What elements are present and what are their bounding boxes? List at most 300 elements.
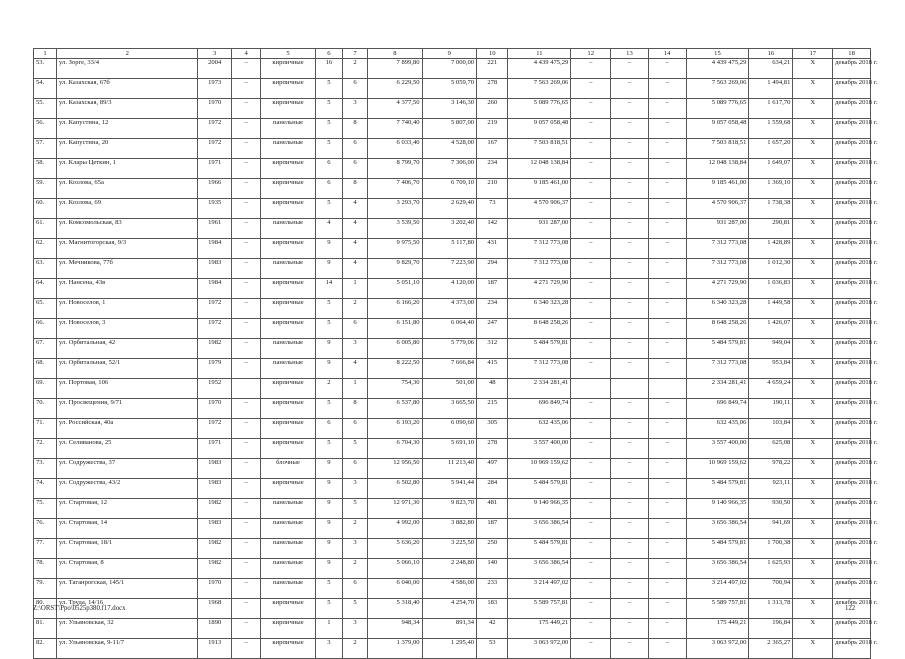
floors-cell: 5 [315, 99, 342, 119]
cost-other-cell: 7 312 773,08 [686, 259, 749, 279]
cost-owners-cell: – [648, 219, 686, 239]
max-unit-cost-cell: Х [793, 139, 833, 159]
total-area-cell: 948,34 [368, 619, 422, 639]
year-reconstructed-cell: – [231, 579, 260, 599]
cost-other-cell: 3 656 386,54 [686, 559, 749, 579]
wall-material-cell: кирпичные [261, 59, 315, 79]
floors-cell: 5 [315, 199, 342, 219]
entrances-cell: 4 [342, 219, 367, 239]
entrances-cell: 5 [342, 499, 367, 519]
document-path: Z:\ORST\Ppo\0525p380.f17.docx [33, 605, 126, 612]
unit-cost-cell: 1 738,38 [749, 199, 793, 219]
cost-owners-cell: – [648, 479, 686, 499]
residents-cell: 305 [477, 419, 508, 439]
repair-cost-cell: 2 334 281,41 [508, 379, 571, 399]
floors-cell: 5 [315, 599, 342, 619]
cost-owners-cell: – [648, 519, 686, 539]
row-number-cell: 73. [34, 459, 57, 479]
year-reconstructed-cell: – [231, 639, 260, 659]
residents-cell: 431 [477, 239, 508, 259]
year-reconstructed-cell: – [231, 619, 260, 639]
living-area-cell: 2 629,40 [422, 199, 476, 219]
living-area-cell: 5 807,00 [422, 119, 476, 139]
repair-cost-cell: 9 185 461,00 [508, 179, 571, 199]
column-header: 4 [231, 49, 260, 59]
max-unit-cost-cell: Х [793, 639, 833, 659]
row-number-cell: 57. [34, 139, 57, 159]
unit-cost-cell: 1 649,07 [749, 159, 793, 179]
address-cell: ул. Содружества, 43/2 [57, 479, 198, 499]
max-unit-cost-cell: Х [793, 279, 833, 299]
total-area-cell: 1 379,00 [368, 639, 422, 659]
entrances-cell: 1 [342, 279, 367, 299]
entrances-cell: 2 [342, 639, 367, 659]
row-number-cell: 69. [34, 379, 57, 399]
wall-material-cell: кирпичные [261, 99, 315, 119]
cost-owners-cell [648, 379, 686, 399]
year-reconstructed-cell: – [231, 119, 260, 139]
unit-cost-cell: 1 426,07 [749, 319, 793, 339]
entrances-cell: 6 [342, 579, 367, 599]
total-area-cell: 754,30 [368, 379, 422, 399]
planned-completion-cell: декабрь 2018 г. [833, 419, 871, 439]
year-reconstructed-cell: – [231, 179, 260, 199]
repair-cost-cell: 5 089 776,65 [508, 99, 571, 119]
floors-cell: 9 [315, 259, 342, 279]
entrances-cell: 4 [342, 359, 367, 379]
planned-completion-cell: декабрь 2018 г. [833, 279, 871, 299]
living-area-cell: 9 823,70 [422, 499, 476, 519]
cost-other-cell: 4 271 729,90 [686, 279, 749, 299]
cost-other-cell: 3 214 497,02 [686, 579, 749, 599]
unit-cost-cell: 1 617,70 [749, 99, 793, 119]
cost-owners-cell: – [648, 119, 686, 139]
repair-cost-cell: 931 287,00 [508, 219, 571, 239]
max-unit-cost-cell: Х [793, 539, 833, 559]
living-area-cell: 4 528,00 [422, 139, 476, 159]
year-reconstructed-cell: – [231, 419, 260, 439]
unit-cost-cell: 930,50 [749, 499, 793, 519]
row-number-cell: 64. [34, 279, 57, 299]
row-number-cell: 68. [34, 359, 57, 379]
year-built-cell: 1973 [198, 79, 232, 99]
year-reconstructed-cell: – [231, 459, 260, 479]
table-row [34, 99, 871, 119]
cost-budget-cell: – [611, 319, 649, 339]
address-cell: ул. Магнитогорская, 9/3 [57, 239, 198, 259]
cost-fund-cell: – [571, 279, 611, 299]
year-reconstructed-cell: – [231, 259, 260, 279]
year-reconstructed-cell: – [231, 79, 260, 99]
cost-budget-cell: – [611, 119, 649, 139]
cost-budget-cell: – [611, 619, 649, 639]
unit-cost-cell: 923,11 [749, 479, 793, 499]
address-cell: ул. Клары Цеткин, 1 [57, 159, 198, 179]
total-area-cell: 6 537,80 [368, 399, 422, 419]
year-built-cell: 1971 [198, 159, 232, 179]
living-area-cell: 5 691,10 [422, 439, 476, 459]
cost-other-cell: 7 312 773,08 [686, 239, 749, 259]
cost-other-cell: 3 063 972,00 [686, 639, 749, 659]
column-header: 18 [833, 49, 871, 59]
living-area-cell: 501,00 [422, 379, 476, 399]
cost-other-cell: 4 439 475,29 [686, 59, 749, 79]
cost-budget-cell: – [611, 199, 649, 219]
repair-cost-cell: 9 140 966,35 [508, 499, 571, 519]
total-area-cell: 12 956,50 [368, 459, 422, 479]
max-unit-cost-cell: Х [793, 619, 833, 639]
cost-owners-cell: – [648, 179, 686, 199]
total-area-cell: 12 971,30 [368, 499, 422, 519]
living-area-cell: 7 000,00 [422, 59, 476, 79]
cost-other-cell: 7 503 818,51 [686, 139, 749, 159]
table-row [34, 59, 871, 79]
entrances-cell: 6 [342, 79, 367, 99]
cost-other-cell: 5 484 579,81 [686, 479, 749, 499]
table-row [34, 499, 871, 519]
planned-completion-cell: декабрь 2018 г. [833, 619, 871, 639]
cost-other-cell: 5 484 579,81 [686, 339, 749, 359]
address-cell: ул. Орбитальная, 52/1 [57, 359, 198, 379]
cost-owners-cell: – [648, 399, 686, 419]
row-number-cell: 58. [34, 159, 57, 179]
floors-cell: 3 [315, 639, 342, 659]
repair-cost-cell: 632 435,06 [508, 419, 571, 439]
planned-completion-cell: декабрь 2018 г. [833, 139, 871, 159]
cost-other-cell: 175 449,21 [686, 619, 749, 639]
planned-completion-cell: декабрь 2018 г. [833, 539, 871, 559]
year-reconstructed-cell: – [231, 299, 260, 319]
total-area-cell: 7 740,40 [368, 119, 422, 139]
floors-cell: 5 [315, 299, 342, 319]
repair-cost-cell: 5 484 579,81 [508, 479, 571, 499]
max-unit-cost-cell: Х [793, 419, 833, 439]
wall-material-cell: панельные [261, 519, 315, 539]
cost-other-cell: 632 435,06 [686, 419, 749, 439]
entrances-cell: 3 [342, 539, 367, 559]
year-built-cell: 1972 [198, 139, 232, 159]
cost-owners-cell: – [648, 159, 686, 179]
floors-cell: 9 [315, 519, 342, 539]
cost-owners-cell: – [648, 639, 686, 659]
planned-completion-cell: декабрь 2018 г. [833, 579, 871, 599]
living-area-cell: 5 117,80 [422, 239, 476, 259]
residents-cell: 481 [477, 499, 508, 519]
residents-cell: 73 [477, 199, 508, 219]
address-cell: ул. Мечникова, 77б [57, 259, 198, 279]
cost-owners-cell: – [648, 259, 686, 279]
cost-fund-cell: – [571, 299, 611, 319]
max-unit-cost-cell: Х [793, 79, 833, 99]
entrances-cell: 6 [342, 319, 367, 339]
cost-budget-cell: – [611, 599, 649, 619]
living-area-cell: 4 120,00 [422, 279, 476, 299]
planned-completion-cell: декабрь 2018 г. [833, 239, 871, 259]
cost-fund-cell: – [571, 399, 611, 419]
cost-fund-cell: – [571, 319, 611, 339]
unit-cost-cell: 1 036,83 [749, 279, 793, 299]
floors-cell: 9 [315, 559, 342, 579]
cost-other-cell: 5 089 776,65 [686, 99, 749, 119]
address-cell: ул. Козлова, 65а [57, 179, 198, 199]
year-reconstructed-cell: – [231, 159, 260, 179]
max-unit-cost-cell: Х [793, 99, 833, 119]
unit-cost-cell: 1 428,89 [749, 239, 793, 259]
total-area-cell: 9 829,70 [368, 259, 422, 279]
planned-completion-cell: декабрь 2018 г. [833, 459, 871, 479]
cost-budget-cell: – [611, 339, 649, 359]
floors-cell: 5 [315, 579, 342, 599]
table-row [34, 179, 871, 199]
cost-fund-cell: – [571, 599, 611, 619]
row-number-cell: 66. [34, 319, 57, 339]
table-row [34, 619, 871, 639]
residents-cell: 167 [477, 139, 508, 159]
unit-cost-cell: 2 365,27 [749, 639, 793, 659]
unit-cost-cell: 1 369,10 [749, 179, 793, 199]
entrances-cell: 3 [342, 479, 367, 499]
cost-budget-cell: – [611, 299, 649, 319]
total-area-cell: 6 005,80 [368, 339, 422, 359]
year-reconstructed-cell: – [231, 239, 260, 259]
floors-cell: 9 [315, 499, 342, 519]
cost-fund-cell: – [571, 119, 611, 139]
total-area-cell: 8 222,50 [368, 359, 422, 379]
planned-completion-cell: декабрь 2018 г. [833, 99, 871, 119]
max-unit-cost-cell: Х [793, 199, 833, 219]
column-header: 6 [315, 49, 342, 59]
planned-completion-cell: декабрь 2018 г. [833, 159, 871, 179]
year-built-cell: 1961 [198, 219, 232, 239]
wall-material-cell: кирпичные [261, 439, 315, 459]
cost-fund-cell: – [571, 499, 611, 519]
year-built-cell: 1971 [198, 439, 232, 459]
max-unit-cost-cell: Х [793, 499, 833, 519]
entrances-cell: 3 [342, 99, 367, 119]
floors-cell: 5 [315, 119, 342, 139]
row-number-cell: 65. [34, 299, 57, 319]
year-built-cell: 1982 [198, 499, 232, 519]
cost-fund-cell: – [571, 539, 611, 559]
unit-cost-cell: 1 625,93 [749, 559, 793, 579]
entrances-cell: 3 [342, 619, 367, 639]
year-built-cell: 1982 [198, 559, 232, 579]
max-unit-cost-cell: Х [793, 299, 833, 319]
cost-budget-cell: – [611, 459, 649, 479]
living-area-cell: 2 248,80 [422, 559, 476, 579]
year-built-cell: 1913 [198, 639, 232, 659]
total-area-cell: 4 377,50 [368, 99, 422, 119]
year-reconstructed-cell: – [231, 219, 260, 239]
year-built-cell: 1982 [198, 539, 232, 559]
residents-cell: 42 [477, 619, 508, 639]
unit-cost-cell: 625,08 [749, 439, 793, 459]
planned-completion-cell: декабрь 2018 г. [833, 179, 871, 199]
year-built-cell: 1972 [198, 299, 232, 319]
cost-owners-cell: – [648, 339, 686, 359]
wall-material-cell: кирпичные [261, 319, 315, 339]
wall-material-cell: кирпичные [261, 159, 315, 179]
cost-owners-cell: – [648, 619, 686, 639]
row-number-cell: 61. [34, 219, 57, 239]
planned-completion-cell: декабрь 2018 г. [833, 599, 871, 619]
total-area-cell: 6 040,00 [368, 579, 422, 599]
unit-cost-cell: 103,84 [749, 419, 793, 439]
year-built-cell: 1972 [198, 419, 232, 439]
planned-completion-cell: декабрь 2018 г. [833, 559, 871, 579]
cost-other-cell: 7 563 269,06 [686, 79, 749, 99]
address-cell: ул. Зорге, 33/4 [57, 59, 198, 79]
planned-completion-cell: декабрь 2018 г. [833, 639, 871, 659]
cost-other-cell: 9 140 966,35 [686, 499, 749, 519]
cost-budget-cell: – [611, 239, 649, 259]
row-number-cell: 63. [34, 259, 57, 279]
wall-material-cell: кирпичные [261, 79, 315, 99]
year-reconstructed-cell: – [231, 279, 260, 299]
living-area-cell: 891,34 [422, 619, 476, 639]
address-cell: ул. Казахская, 89/3 [57, 99, 198, 119]
cost-budget-cell: – [611, 539, 649, 559]
floors-cell: 5 [315, 139, 342, 159]
total-area-cell: 5 051,10 [368, 279, 422, 299]
year-built-cell: 1982 [198, 339, 232, 359]
max-unit-cost-cell: Х [793, 179, 833, 199]
column-header: 1 [34, 49, 57, 59]
living-area-cell: 4 254,70 [422, 599, 476, 619]
row-number-cell: 60. [34, 199, 57, 219]
cost-fund-cell: – [571, 139, 611, 159]
year-reconstructed-cell: – [231, 499, 260, 519]
entrances-cell: 5 [342, 599, 367, 619]
column-header: 13 [611, 49, 649, 59]
repair-cost-cell: 3 063 972,00 [508, 639, 571, 659]
cost-fund-cell: – [571, 419, 611, 439]
repair-cost-cell: 9 057 058,48 [508, 119, 571, 139]
cost-budget-cell: – [611, 479, 649, 499]
planned-completion-cell: декабрь 2018 г. [833, 439, 871, 459]
cost-other-cell: 696 849,74 [686, 399, 749, 419]
table-row [34, 339, 871, 359]
residents-cell: 284 [477, 479, 508, 499]
max-unit-cost-cell: Х [793, 239, 833, 259]
floors-cell: 9 [315, 359, 342, 379]
max-unit-cost-cell: Х [793, 119, 833, 139]
entrances-cell: 4 [342, 199, 367, 219]
cost-other-cell: 9 057 058,48 [686, 119, 749, 139]
floors-cell: 9 [315, 539, 342, 559]
residents-cell: 233 [477, 579, 508, 599]
wall-material-cell: кирпичные [261, 199, 315, 219]
total-area-cell: 8 799,70 [368, 159, 422, 179]
repair-cost-cell: 7 563 269,06 [508, 79, 571, 99]
total-area-cell: 6 166,20 [368, 299, 422, 319]
table-row [34, 639, 871, 659]
max-unit-cost-cell: Х [793, 559, 833, 579]
residents-cell: 221 [477, 59, 508, 79]
entrances-cell: 2 [342, 519, 367, 539]
max-unit-cost-cell: Х [793, 259, 833, 279]
cost-other-cell: 5 589 757,81 [686, 599, 749, 619]
table-row [34, 119, 871, 139]
cost-owners-cell: – [648, 299, 686, 319]
cost-fund-cell: – [571, 579, 611, 599]
living-area-cell: 6 709,10 [422, 179, 476, 199]
cost-fund-cell: – [571, 339, 611, 359]
planned-completion-cell: декабрь 2018 г. [833, 379, 871, 399]
planned-completion-cell: декабрь 2018 г. [833, 119, 871, 139]
cost-fund-cell: – [571, 239, 611, 259]
repair-cost-cell: 7 312 773,08 [508, 239, 571, 259]
total-area-cell: 6 151,80 [368, 319, 422, 339]
repair-cost-cell: 7 503 818,51 [508, 139, 571, 159]
residents-cell: 142 [477, 219, 508, 239]
year-reconstructed-cell: – [231, 59, 260, 79]
max-unit-cost-cell: Х [793, 519, 833, 539]
total-area-cell: 6 229,50 [368, 79, 422, 99]
table-row [34, 479, 871, 499]
table-row [34, 439, 871, 459]
living-area-cell: 3 146,30 [422, 99, 476, 119]
row-number-cell: 67. [34, 339, 57, 359]
cost-budget-cell: – [611, 59, 649, 79]
planned-completion-cell: декабрь 2018 г. [833, 319, 871, 339]
table-row [34, 359, 871, 379]
unit-cost-cell: 634,21 [749, 59, 793, 79]
year-built-cell: 1970 [198, 579, 232, 599]
cost-budget-cell: – [611, 99, 649, 119]
row-number-cell: 72. [34, 439, 57, 459]
unit-cost-cell: 1 494,81 [749, 79, 793, 99]
living-area-cell: 6 064,40 [422, 319, 476, 339]
floors-cell: 9 [315, 459, 342, 479]
floors-cell: 9 [315, 239, 342, 259]
cost-owners-cell: – [648, 79, 686, 99]
cost-fund-cell: – [571, 439, 611, 459]
entrances-cell: 6 [342, 159, 367, 179]
row-number-cell: 71. [34, 419, 57, 439]
repair-cost-cell: 3 656 386,54 [508, 559, 571, 579]
address-cell: ул. Стартовая, 8 [57, 559, 198, 579]
wall-material-cell: панельные [261, 119, 315, 139]
cost-budget-cell: – [611, 559, 649, 579]
address-cell: ул. Стартовая, 14 [57, 519, 198, 539]
row-number-cell: 80. [34, 599, 57, 619]
table-row [34, 139, 871, 159]
wall-material-cell: панельные [261, 259, 315, 279]
residents-cell: 210 [477, 179, 508, 199]
year-reconstructed-cell: – [231, 319, 260, 339]
column-header: 2 [57, 49, 198, 59]
cost-owners-cell: – [648, 319, 686, 339]
floors-cell: 6 [315, 179, 342, 199]
entrances-cell: 5 [342, 439, 367, 459]
cost-owners-cell: – [648, 139, 686, 159]
wall-material-cell: кирпичные [261, 299, 315, 319]
cost-budget-cell: – [611, 519, 649, 539]
table-row [34, 239, 871, 259]
cost-budget-cell: – [611, 579, 649, 599]
unit-cost-cell: 941,69 [749, 519, 793, 539]
year-built-cell: 2004 [198, 59, 232, 79]
repair-cost-cell: 696 849,74 [508, 399, 571, 419]
year-built-cell: 1972 [198, 319, 232, 339]
unit-cost-cell: 953,84 [749, 359, 793, 379]
residents-cell: 294 [477, 259, 508, 279]
residents-cell: 219 [477, 119, 508, 139]
cost-other-cell: 3 557 400,00 [686, 439, 749, 459]
entrances-cell: 8 [342, 179, 367, 199]
table-row [34, 459, 871, 479]
